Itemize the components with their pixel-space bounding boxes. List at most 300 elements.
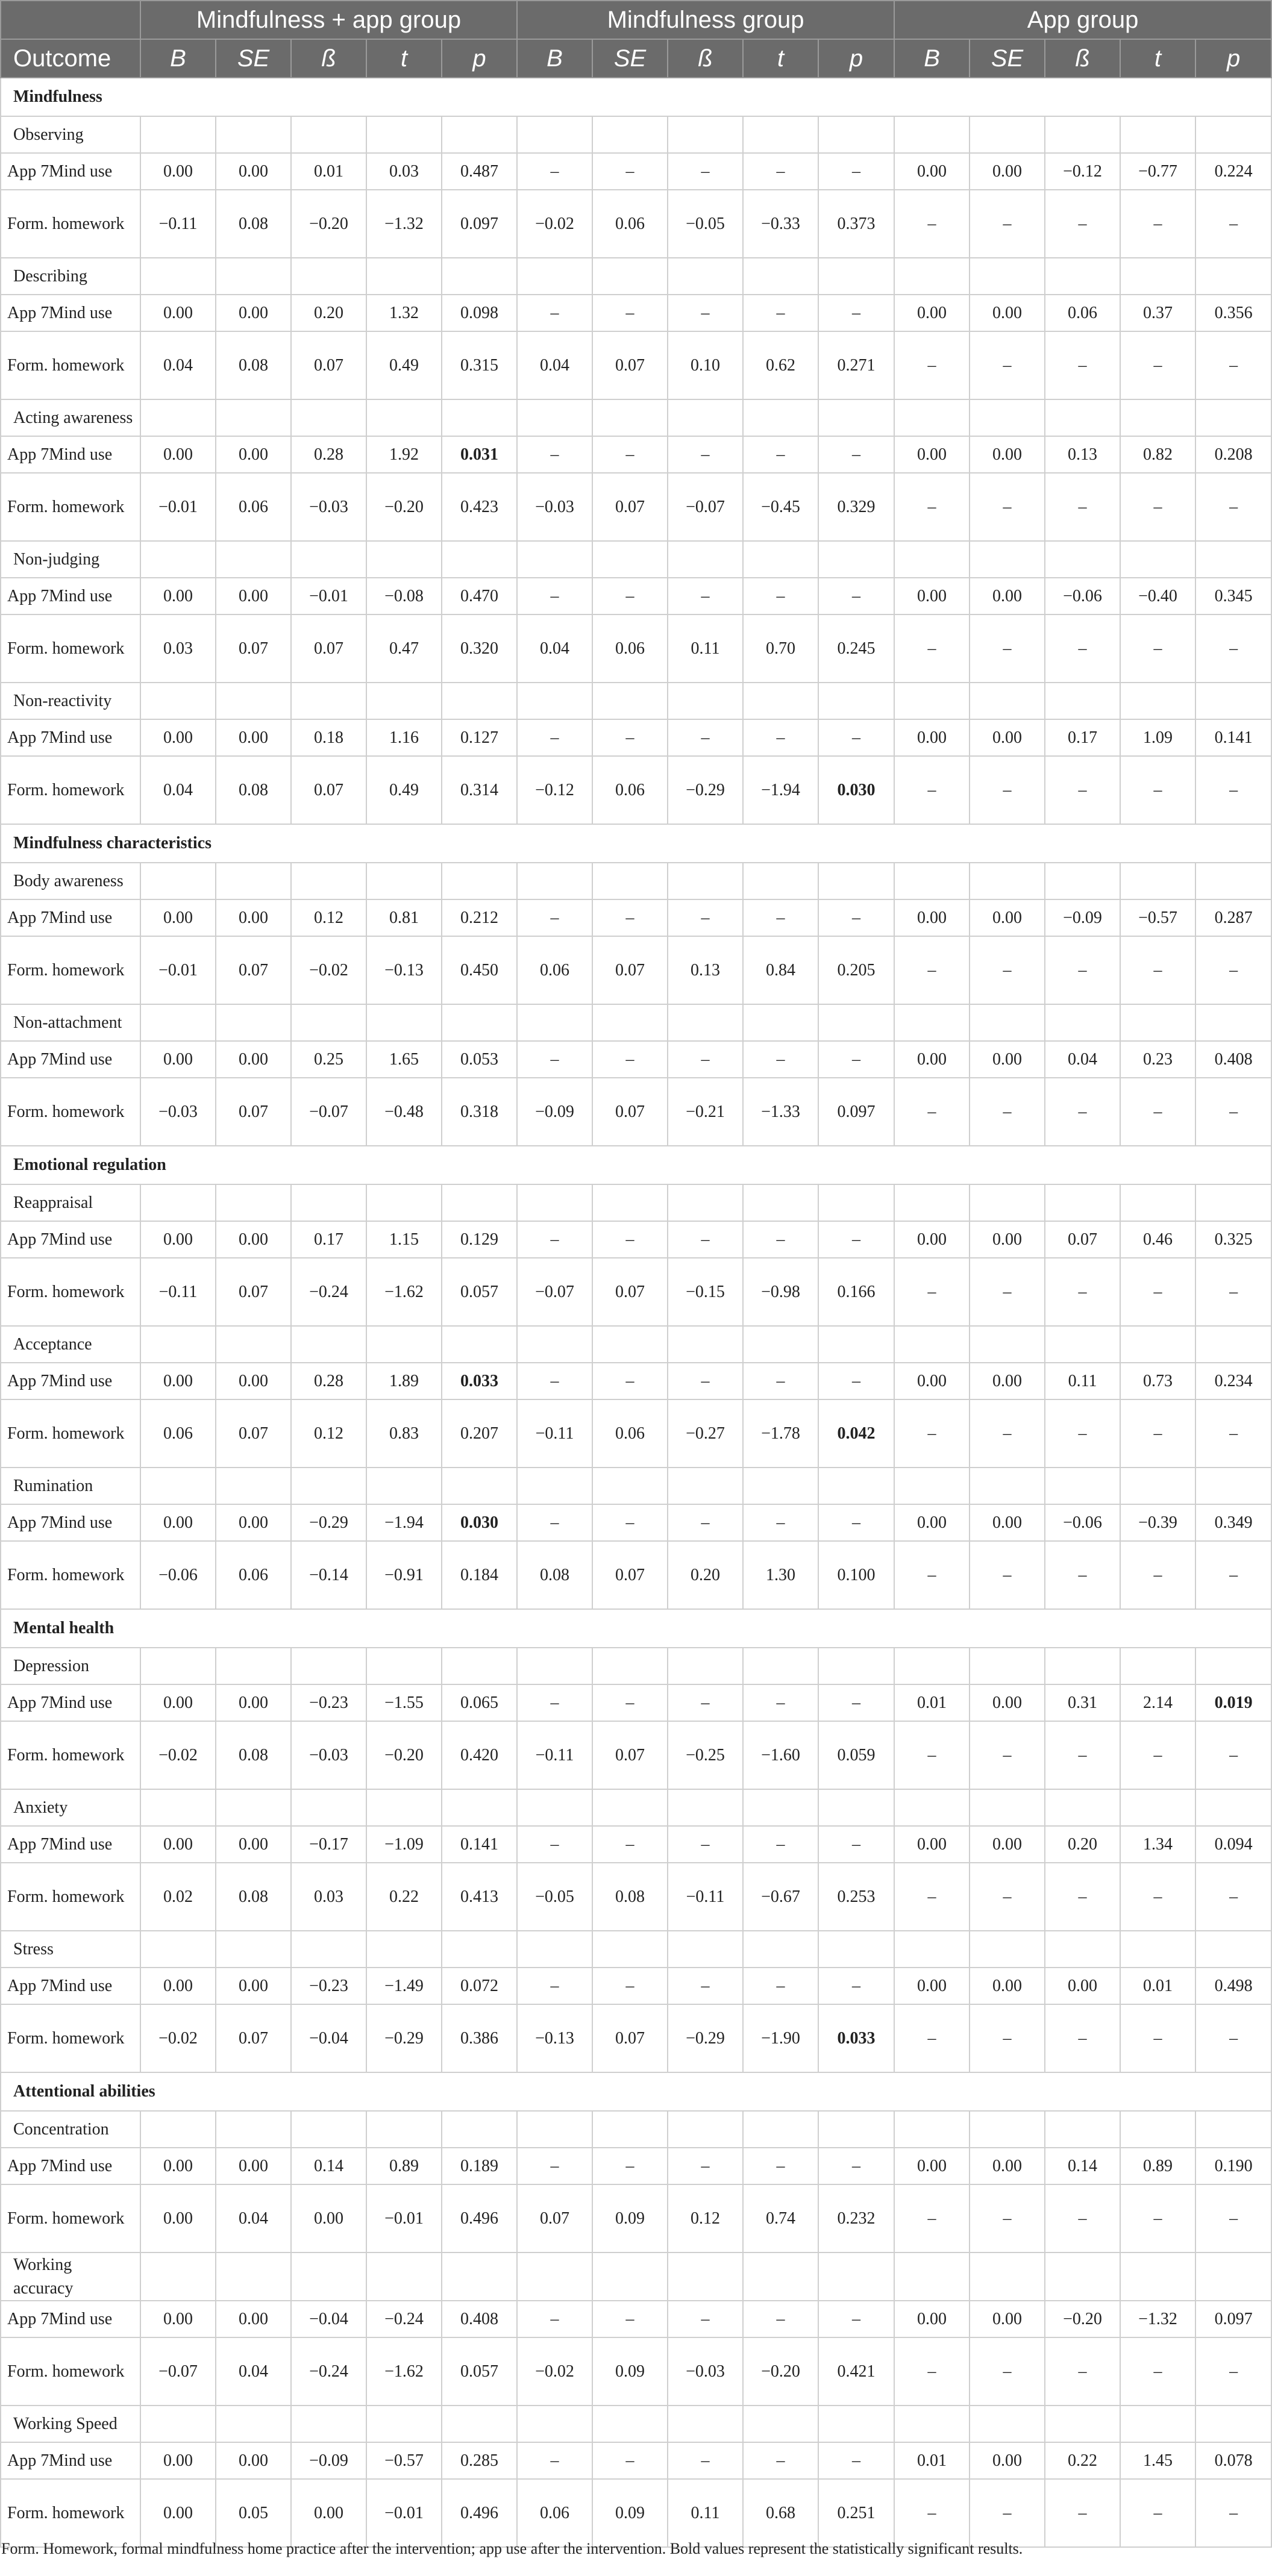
- value-cell: 1.30: [743, 1541, 818, 1609]
- empty-cell: [1195, 2406, 1271, 2442]
- subscale-name: Rumination: [1, 1468, 140, 1504]
- empty-cell: [743, 1931, 818, 1968]
- empty-cell: [894, 2252, 970, 2301]
- value-cell: −0.09: [517, 1078, 592, 1146]
- value-cell: −0.77: [1120, 153, 1195, 190]
- value-cell: −0.02: [140, 2004, 216, 2072]
- empty-cell: [442, 683, 517, 719]
- value-cell: 0.00: [894, 295, 970, 331]
- row-label-homework: Form. homework: [1, 756, 140, 824]
- value-cell: 0.46: [1120, 1221, 1195, 1258]
- empty-cell: [1045, 1004, 1120, 1041]
- value-cell: 0.06: [216, 473, 291, 541]
- row-label-app: App 7Mind use: [1, 1041, 140, 1078]
- dash-cell: –: [743, 719, 818, 756]
- dash-cell: –: [1045, 1258, 1120, 1326]
- empty-cell: [1045, 2252, 1120, 2301]
- empty-cell: [894, 683, 970, 719]
- dash-cell: –: [592, 719, 668, 756]
- empty-cell: [668, 2406, 743, 2442]
- app-use-row: [1, 719, 1271, 756]
- value-cell: 0.06: [140, 1399, 216, 1468]
- empty-cell: [1195, 1931, 1271, 1968]
- value-cell: 0.20: [291, 295, 366, 331]
- value-cell: 0.14: [291, 2148, 366, 2184]
- dash-cell: –: [894, 756, 970, 824]
- subscale-name: Non-judging: [1, 541, 140, 578]
- empty-cell: [1120, 116, 1195, 153]
- value-cell: 0.00: [216, 719, 291, 756]
- value-cell: 0.01: [894, 1684, 970, 1721]
- empty-cell: [216, 683, 291, 719]
- value-cell: 0.07: [216, 936, 291, 1004]
- value-cell: 0.89: [1120, 2148, 1195, 2184]
- subscale-row: [1, 1931, 1271, 1968]
- empty-cell: [291, 1789, 366, 1826]
- dash-cell: –: [1045, 331, 1120, 399]
- dash-cell: –: [743, 2301, 818, 2337]
- value-cell: 0.408: [1195, 1041, 1271, 1078]
- empty-cell: [1195, 258, 1271, 295]
- value-cell: −0.23: [291, 1968, 366, 2004]
- empty-cell: [442, 863, 517, 899]
- value-cell: −0.24: [366, 2301, 442, 2337]
- value-cell: 0.00: [970, 1504, 1045, 1541]
- value-cell: 0.84: [743, 936, 818, 1004]
- dash-cell: –: [668, 436, 743, 473]
- stat-header-beta: ß: [668, 39, 743, 78]
- dash-cell: –: [1195, 1399, 1271, 1468]
- value-cell: 0.100: [818, 1541, 894, 1609]
- value-cell: 0.04: [517, 614, 592, 683]
- value-cell: −0.07: [291, 1078, 366, 1146]
- row-label-app: App 7Mind use: [1, 2148, 140, 2184]
- row-label-app: App 7Mind use: [1, 153, 140, 190]
- dash-cell: –: [592, 1221, 668, 1258]
- value-cell: 1.65: [366, 1041, 442, 1078]
- empty-cell: [668, 1648, 743, 1684]
- dash-cell: –: [592, 2442, 668, 2479]
- value-cell: 0.349: [1195, 1504, 1271, 1541]
- empty-cell: [970, 1931, 1045, 1968]
- dash-cell: –: [1045, 756, 1120, 824]
- empty-cell: [970, 116, 1045, 153]
- empty-cell: [668, 863, 743, 899]
- dash-cell: –: [1120, 756, 1195, 824]
- value-cell: 0.127: [442, 719, 517, 756]
- dash-cell: –: [517, 153, 592, 190]
- empty-cell: [1120, 1648, 1195, 1684]
- empty-cell: [216, 1468, 291, 1504]
- dash-cell: –: [970, 2337, 1045, 2406]
- value-cell: −0.03: [668, 2337, 743, 2406]
- value-cell: −0.02: [517, 190, 592, 258]
- value-cell: 0.00: [216, 1684, 291, 1721]
- value-cell: 0.00: [970, 2301, 1045, 2337]
- value-cell: 0.00: [140, 1041, 216, 1078]
- value-cell: 0.00: [970, 295, 1045, 331]
- value-cell: −0.40: [1120, 578, 1195, 614]
- dash-cell: –: [517, 899, 592, 936]
- empty-cell: [1045, 1931, 1120, 1968]
- empty-cell: [291, 1648, 366, 1684]
- value-cell: 0.00: [291, 2184, 366, 2252]
- value-cell: −0.57: [366, 2442, 442, 2479]
- value-cell: 0.00: [894, 1968, 970, 2004]
- dash-cell: –: [1120, 331, 1195, 399]
- value-cell: 0.234: [1195, 1363, 1271, 1399]
- empty-cell: [291, 1931, 366, 1968]
- empty-cell: [743, 1004, 818, 1041]
- empty-cell: [592, 1648, 668, 1684]
- dash-cell: –: [818, 2148, 894, 2184]
- value-cell: 0.00: [970, 719, 1045, 756]
- value-cell: −0.27: [668, 1399, 743, 1468]
- empty-cell: [517, 116, 592, 153]
- empty-cell: [668, 1931, 743, 1968]
- value-cell: 0.09: [592, 2184, 668, 2252]
- value-cell: −0.45: [743, 473, 818, 541]
- dash-cell: –: [1120, 2184, 1195, 2252]
- empty-cell: [668, 116, 743, 153]
- value-cell: −0.04: [291, 2301, 366, 2337]
- value-cell: −0.91: [366, 1541, 442, 1609]
- dash-cell: –: [1045, 1541, 1120, 1609]
- homework-row: [1, 1721, 1271, 1789]
- empty-cell: [592, 863, 668, 899]
- value-cell: −0.01: [140, 473, 216, 541]
- dash-cell: –: [894, 2184, 970, 2252]
- value-cell: 0.00: [894, 1504, 970, 1541]
- empty-cell: [291, 1326, 366, 1363]
- value-cell: 0.325: [1195, 1221, 1271, 1258]
- value-cell: 0.01: [291, 153, 366, 190]
- dash-cell: –: [743, 2442, 818, 2479]
- value-cell: 0.68: [743, 2479, 818, 2547]
- value-cell: 0.033: [818, 2004, 894, 2072]
- empty-cell: [1120, 541, 1195, 578]
- dash-cell: –: [668, 1684, 743, 1721]
- value-cell: 0.00: [216, 2148, 291, 2184]
- value-cell: −0.01: [291, 578, 366, 614]
- value-cell: −0.08: [366, 578, 442, 614]
- subscale-name: Describing: [1, 258, 140, 295]
- value-cell: 0.07: [216, 1078, 291, 1146]
- value-cell: −0.06: [1045, 578, 1120, 614]
- dash-cell: –: [818, 1041, 894, 1078]
- value-cell: 0.00: [894, 1221, 970, 1258]
- empty-cell: [291, 399, 366, 436]
- empty-cell: [442, 1648, 517, 1684]
- empty-cell: [592, 2252, 668, 2301]
- app-use-row: [1, 578, 1271, 614]
- dash-cell: –: [668, 719, 743, 756]
- empty-cell: [442, 1789, 517, 1826]
- empty-cell: [291, 1004, 366, 1041]
- value-cell: 0.00: [216, 1826, 291, 1863]
- value-cell: −0.21: [668, 1078, 743, 1146]
- value-cell: 0.07: [592, 1258, 668, 1326]
- empty-cell: [291, 541, 366, 578]
- value-cell: −0.13: [366, 936, 442, 1004]
- empty-cell: [366, 2406, 442, 2442]
- empty-cell: [1045, 1184, 1120, 1221]
- value-cell: 0.019: [1195, 1684, 1271, 1721]
- empty-cell: [818, 1931, 894, 1968]
- empty-cell: [1195, 116, 1271, 153]
- value-cell: 0.00: [894, 1826, 970, 1863]
- dash-cell: –: [1195, 2184, 1271, 2252]
- dash-cell: –: [970, 756, 1045, 824]
- empty-cell: [216, 2111, 291, 2148]
- dash-cell: –: [970, 1399, 1045, 1468]
- dash-cell: –: [743, 295, 818, 331]
- value-cell: 0.205: [818, 936, 894, 1004]
- value-cell: 0.47: [366, 614, 442, 683]
- dash-cell: –: [668, 295, 743, 331]
- dash-cell: –: [743, 1041, 818, 1078]
- dash-cell: –: [517, 1684, 592, 1721]
- empty-cell: [1195, 1468, 1271, 1504]
- value-cell: −0.02: [140, 1721, 216, 1789]
- value-cell: −0.20: [743, 2337, 818, 2406]
- value-cell: 0.07: [592, 473, 668, 541]
- stat-header-p: p: [1195, 39, 1271, 78]
- value-cell: 0.00: [216, 295, 291, 331]
- homework-row: [1, 1863, 1271, 1931]
- dash-cell: –: [894, 614, 970, 683]
- empty-cell: [216, 399, 291, 436]
- section-row: [1, 1609, 1271, 1648]
- empty-cell: [818, 683, 894, 719]
- row-label-homework: Form. homework: [1, 1863, 140, 1931]
- value-cell: 0.02: [140, 1863, 216, 1931]
- value-cell: −1.32: [366, 190, 442, 258]
- value-cell: 0.23: [1120, 1041, 1195, 1078]
- row-label-app: App 7Mind use: [1, 578, 140, 614]
- value-cell: 0.00: [894, 153, 970, 190]
- value-cell: 0.08: [592, 1863, 668, 1931]
- row-label-app: App 7Mind use: [1, 719, 140, 756]
- stat-header-p: p: [442, 39, 517, 78]
- empty-cell: [442, 541, 517, 578]
- dash-cell: –: [668, 899, 743, 936]
- value-cell: −1.32: [1120, 2301, 1195, 2337]
- empty-cell: [140, 2406, 216, 2442]
- empty-cell: [366, 1184, 442, 1221]
- value-cell: −1.62: [366, 1258, 442, 1326]
- value-cell: −0.67: [743, 1863, 818, 1931]
- empty-cell: [291, 683, 366, 719]
- row-label-homework: Form. homework: [1, 1541, 140, 1609]
- value-cell: −0.13: [517, 2004, 592, 2072]
- homework-row: [1, 473, 1271, 541]
- empty-cell: [743, 116, 818, 153]
- empty-cell: [668, 1004, 743, 1041]
- dash-cell: –: [894, 331, 970, 399]
- value-cell: 0.00: [140, 1968, 216, 2004]
- value-cell: −0.12: [1045, 153, 1120, 190]
- empty-cell: [442, 2406, 517, 2442]
- value-cell: 0.00: [894, 436, 970, 473]
- empty-cell: [442, 258, 517, 295]
- empty-cell: [592, 541, 668, 578]
- empty-cell: [743, 2111, 818, 2148]
- empty-cell: [517, 2252, 592, 2301]
- value-cell: 0.73: [1120, 1363, 1195, 1399]
- stat-header-se: SE: [592, 39, 668, 78]
- value-cell: −0.29: [668, 2004, 743, 2072]
- empty-cell: [216, 258, 291, 295]
- dash-cell: –: [743, 1826, 818, 1863]
- subscale-row: [1, 1648, 1271, 1684]
- value-cell: −0.11: [140, 190, 216, 258]
- subscale-row: [1, 1326, 1271, 1363]
- empty-cell: [743, 1468, 818, 1504]
- empty-cell: [291, 258, 366, 295]
- empty-cell: [366, 2252, 442, 2301]
- dash-cell: –: [970, 614, 1045, 683]
- empty-cell: [1045, 1648, 1120, 1684]
- value-cell: −1.94: [743, 756, 818, 824]
- value-cell: 0.094: [1195, 1826, 1271, 1863]
- value-cell: −0.24: [291, 2337, 366, 2406]
- value-cell: −0.01: [366, 2184, 442, 2252]
- subscale-name: Stress: [1, 1931, 140, 1968]
- empty-cell: [517, 1648, 592, 1684]
- empty-cell: [366, 1004, 442, 1041]
- section-title: Mindfulness characteristics: [1, 824, 1271, 863]
- value-cell: 0.13: [668, 936, 743, 1004]
- value-cell: 0.18: [291, 719, 366, 756]
- value-cell: 0.07: [592, 1721, 668, 1789]
- dash-cell: –: [894, 1078, 970, 1146]
- dash-cell: –: [592, 899, 668, 936]
- value-cell: 0.00: [894, 1041, 970, 1078]
- value-cell: 0.421: [818, 2337, 894, 2406]
- row-label-homework: Form. homework: [1, 190, 140, 258]
- dash-cell: –: [517, 2301, 592, 2337]
- value-cell: 0.01: [894, 2442, 970, 2479]
- subscale-name: Working Speed: [1, 2406, 140, 2442]
- value-cell: 0.224: [1195, 153, 1271, 190]
- value-cell: 0.129: [442, 1221, 517, 1258]
- app-use-row: [1, 295, 1271, 331]
- empty-cell: [1120, 1468, 1195, 1504]
- subscale-row: [1, 399, 1271, 436]
- value-cell: 0.20: [1045, 1826, 1120, 1863]
- dash-cell: –: [1045, 473, 1120, 541]
- value-cell: 0.00: [140, 2148, 216, 2184]
- dash-cell: –: [1195, 1258, 1271, 1326]
- value-cell: 0.11: [1045, 1363, 1120, 1399]
- empty-cell: [291, 1184, 366, 1221]
- empty-cell: [291, 2111, 366, 2148]
- value-cell: 0.00: [970, 436, 1045, 473]
- value-cell: 0.097: [1195, 2301, 1271, 2337]
- dash-cell: –: [818, 2442, 894, 2479]
- dash-cell: –: [1195, 2479, 1271, 2547]
- row-label-homework: Form. homework: [1, 1078, 140, 1146]
- subscale-row: [1, 1468, 1271, 1504]
- stat-header-t: t: [366, 39, 442, 78]
- value-cell: −0.57: [1120, 899, 1195, 936]
- value-cell: 0.053: [442, 1041, 517, 1078]
- value-cell: −0.03: [517, 473, 592, 541]
- section-row: [1, 824, 1271, 863]
- value-cell: 0.07: [216, 1258, 291, 1326]
- dash-cell: –: [970, 190, 1045, 258]
- stat-header-b: B: [894, 39, 970, 78]
- dash-cell: –: [668, 578, 743, 614]
- empty-cell: [140, 2252, 216, 2301]
- value-cell: 0.423: [442, 473, 517, 541]
- value-cell: 0.498: [1195, 1968, 1271, 2004]
- dash-cell: –: [1045, 1863, 1120, 1931]
- dash-cell: –: [517, 578, 592, 614]
- value-cell: 0.08: [216, 1863, 291, 1931]
- value-cell: 0.098: [442, 295, 517, 331]
- empty-cell: [517, 1789, 592, 1826]
- dash-cell: –: [1120, 190, 1195, 258]
- dash-cell: –: [1195, 614, 1271, 683]
- row-label-homework: Form. homework: [1, 2337, 140, 2406]
- empty-cell: [818, 2252, 894, 2301]
- empty-cell: [442, 116, 517, 153]
- value-cell: −0.20: [291, 190, 366, 258]
- app-use-row: [1, 436, 1271, 473]
- dash-cell: –: [1120, 1541, 1195, 1609]
- empty-cell: [140, 683, 216, 719]
- empty-cell: [140, 399, 216, 436]
- value-cell: −1.78: [743, 1399, 818, 1468]
- dash-cell: –: [1045, 2479, 1120, 2547]
- empty-cell: [668, 2252, 743, 2301]
- value-cell: 0.07: [216, 1399, 291, 1468]
- app-use-row: [1, 1363, 1271, 1399]
- section-row: [1, 2072, 1271, 2111]
- empty-cell: [1195, 683, 1271, 719]
- dash-cell: –: [1195, 936, 1271, 1004]
- value-cell: 0.13: [1045, 436, 1120, 473]
- subscale-name: Depression: [1, 1648, 140, 1684]
- dash-cell: –: [1045, 1078, 1120, 1146]
- value-cell: 0.141: [1195, 719, 1271, 756]
- value-cell: 0.042: [818, 1399, 894, 1468]
- group-header-mindfulness-app: Mindfulness + app group: [140, 1, 517, 39]
- value-cell: −1.49: [366, 1968, 442, 2004]
- value-cell: 0.00: [140, 1826, 216, 1863]
- empty-cell: [894, 116, 970, 153]
- row-label-app: App 7Mind use: [1, 1826, 140, 1863]
- value-cell: 0.07: [517, 2184, 592, 2252]
- value-cell: 0.07: [592, 1541, 668, 1609]
- row-label-app: App 7Mind use: [1, 1504, 140, 1541]
- homework-row: [1, 331, 1271, 399]
- value-cell: 0.28: [291, 1363, 366, 1399]
- empty-cell: [668, 541, 743, 578]
- dash-cell: –: [1120, 473, 1195, 541]
- empty-cell: [970, 1184, 1045, 1221]
- subscale-row: [1, 1184, 1271, 1221]
- dash-cell: –: [818, 1363, 894, 1399]
- empty-cell: [743, 1326, 818, 1363]
- empty-cell: [894, 1184, 970, 1221]
- value-cell: 0.00: [216, 1504, 291, 1541]
- dash-cell: –: [592, 1826, 668, 1863]
- empty-cell: [1120, 258, 1195, 295]
- dash-cell: –: [1120, 2337, 1195, 2406]
